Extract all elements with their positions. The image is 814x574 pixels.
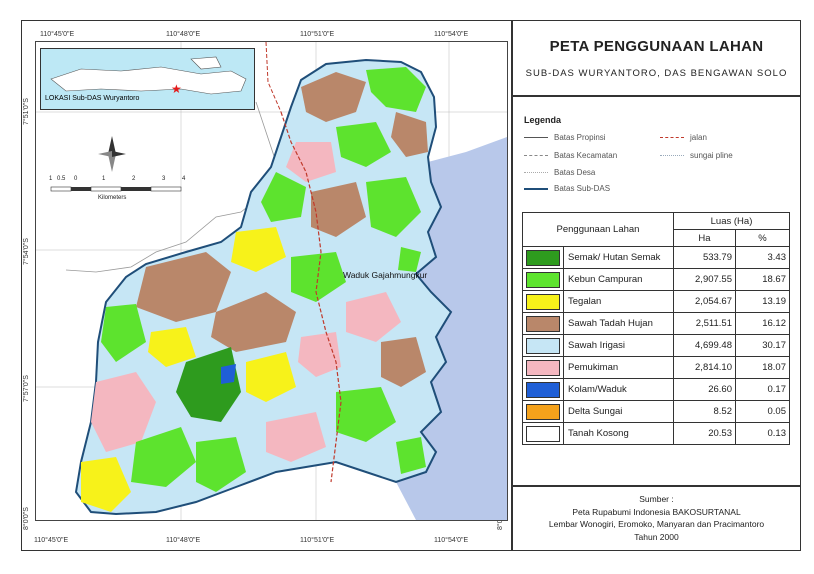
location-star-icon: ★	[171, 82, 182, 96]
land-use-map	[35, 41, 508, 521]
reservoir-label: Waduk Gajahmungkur	[343, 270, 428, 280]
source-line: Peta Rupabumi Indonesia BAKOSURTANAL	[572, 506, 741, 517]
scale-tick: 0.5	[57, 176, 66, 182]
table-row	[523, 269, 790, 291]
legend-item-village	[524, 168, 595, 177]
table-row	[523, 291, 790, 313]
color-swatch	[526, 426, 560, 442]
swatch-cell	[523, 269, 564, 291]
title-divider	[512, 95, 801, 97]
color-swatch	[526, 382, 560, 398]
scale-unit: Kilometers	[98, 195, 127, 201]
area-ha: 2,814.10	[674, 357, 736, 379]
coord-top-2: 110°48'0"E	[166, 31, 201, 38]
source-divider	[512, 485, 801, 487]
legend-label: Batas Propinsi	[554, 133, 606, 142]
area-pct: 18.07	[736, 357, 790, 379]
source-line: Lembar Wonogiri, Eromoko, Manyaran dan Pracimantoro	[548, 519, 765, 529]
swatch-cell	[523, 247, 564, 269]
area-pct: 0.17	[736, 379, 790, 401]
swatch-cell	[523, 357, 564, 379]
legend-label: Batas Kecamatan	[554, 151, 618, 160]
land-use-name: Sawah Irigasi	[564, 335, 674, 357]
coord-left-2: 7°54'0"S	[23, 238, 30, 265]
coord-top-4: 110°54'0"E	[434, 31, 469, 38]
legend-line-road	[660, 137, 684, 138]
legend-item-district	[524, 151, 617, 160]
land-use-table	[522, 212, 790, 445]
area-ha: 2,054.67	[674, 291, 736, 313]
legend-line-village	[524, 172, 548, 173]
coord-bottom-4: 110°54'0"E	[434, 537, 469, 544]
swatch-cell	[523, 401, 564, 423]
area-pct: 16.12	[736, 313, 790, 335]
land-use-name: Pemukiman	[564, 357, 674, 379]
table-row	[523, 379, 790, 401]
coord-bottom-3: 110°51'0"E	[300, 537, 335, 544]
legend-item-subdas	[524, 184, 610, 193]
scale-bar	[51, 187, 181, 191]
legend-line-province	[524, 137, 548, 138]
color-swatch	[526, 316, 560, 332]
coord-bottom-1: 110°45'0"E	[34, 537, 69, 544]
legend-line-river	[660, 155, 684, 156]
area-ha: 4,699.48	[674, 335, 736, 357]
coord-bottom-2: 110°48'0"E	[166, 537, 201, 544]
scale-tick: 3	[162, 176, 166, 182]
table-header-ha: Ha	[674, 230, 736, 247]
area-ha: 2,511.51	[674, 313, 736, 335]
swatch-cell	[523, 313, 564, 335]
area-pct: 3.43	[736, 247, 790, 269]
color-swatch	[526, 294, 560, 310]
table-row	[523, 401, 790, 423]
legend-line-district	[524, 155, 548, 156]
map-subtitle: SUB-DAS WURYANTORO, DAS BENGAWAN SOLO	[525, 68, 788, 79]
land-use-name: Tanah Kosong	[564, 423, 674, 445]
coord-left-3: 7°57'0"S	[23, 375, 30, 402]
land-use-name: Kolam/Waduk	[564, 379, 674, 401]
area-pct: 0.13	[736, 423, 790, 445]
swatch-cell	[523, 379, 564, 401]
area-ha: 20.53	[674, 423, 736, 445]
legend-line-subdas	[524, 188, 548, 190]
area-pct: 18.67	[736, 269, 790, 291]
table-header-pct: %	[736, 230, 790, 247]
land-use-map-svg	[36, 42, 507, 520]
scale-tick: 2	[132, 176, 136, 182]
table-row	[523, 423, 790, 445]
land-use-name: Semak/ Hutan Semak	[564, 247, 674, 269]
legend-label: jalan	[690, 133, 707, 142]
legend-item-river	[660, 151, 733, 160]
area-ha: 26.60	[674, 379, 736, 401]
color-swatch	[526, 360, 560, 376]
table-header-area: Luas (Ha)	[674, 213, 790, 230]
land-use-name: Tegalan	[564, 291, 674, 313]
scale-tick: 4	[182, 176, 186, 182]
land-use-name: Delta Sungai	[564, 401, 674, 423]
color-swatch	[526, 404, 560, 420]
area-ha: 8.52	[674, 401, 736, 423]
legend-label: sungai pline	[690, 151, 733, 160]
color-swatch	[526, 250, 560, 266]
table-row	[523, 357, 790, 379]
color-swatch	[526, 272, 560, 288]
table-header-land-use: Penggunaan Lahan	[523, 213, 674, 247]
source-block	[512, 493, 801, 543]
map-title: PETA PENGGUNAAN LAHAN	[549, 38, 764, 55]
swatch-cell	[523, 291, 564, 313]
swatch-cell	[523, 423, 564, 445]
north-arrow	[98, 136, 126, 172]
table-row	[523, 247, 790, 269]
legend-label: Batas Desa	[554, 168, 596, 177]
source-year: Tahun 2000	[634, 531, 679, 542]
table-row	[523, 313, 790, 335]
scale-tick: 0	[74, 176, 78, 182]
area-pct: 30.17	[736, 335, 790, 357]
coord-top-1: 110°45'0"E	[40, 31, 75, 38]
inset-label: LOKASI Sub-DAS Wuryantoro	[45, 95, 140, 102]
legend-item-road	[660, 133, 707, 142]
road-line-outside	[266, 42, 281, 112]
area-ha: 533.79	[674, 247, 736, 269]
coord-left-4: 8°0'0"S	[23, 507, 30, 530]
land-use-name: Sawah Tadah Hujan	[564, 313, 674, 335]
scale-tick: 1	[49, 176, 53, 182]
land-use-name: Kebun Campuran	[564, 269, 674, 291]
area-pct: 0.05	[736, 401, 790, 423]
area-pct: 13.19	[736, 291, 790, 313]
source-heading: Sumber :	[639, 494, 674, 504]
swatch-cell	[523, 335, 564, 357]
table-row	[523, 335, 790, 357]
legend-item-province	[524, 133, 606, 142]
panel-divider	[511, 20, 513, 551]
coord-left-1: 7°51'0"S	[23, 98, 30, 125]
scale-tick: 1	[102, 176, 106, 182]
coord-top-3: 110°51'0"E	[300, 31, 335, 38]
legend-heading: Legenda	[524, 115, 562, 125]
area-ha: 2,907.55	[674, 269, 736, 291]
color-swatch	[526, 338, 560, 354]
legend-label: Batas Sub-DAS	[554, 184, 611, 193]
